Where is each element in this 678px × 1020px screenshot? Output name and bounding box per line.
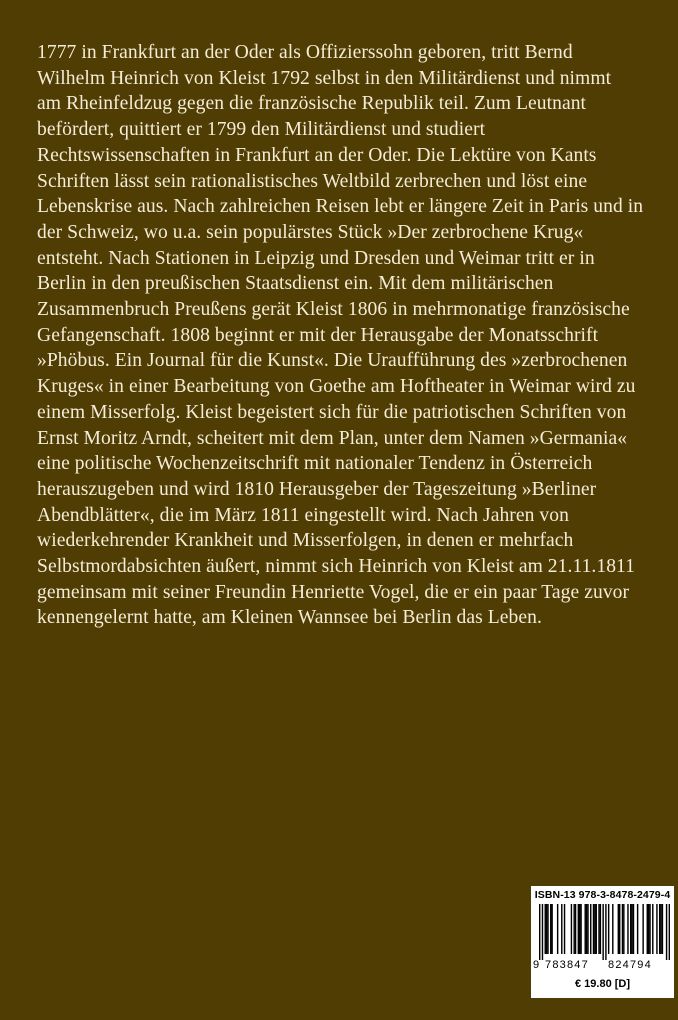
isbn-barcode-panel [531, 886, 674, 998]
barcode-bar [637, 904, 638, 954]
barcode-bar [631, 904, 632, 954]
barcode-bar [648, 904, 649, 954]
barcode-bar [585, 904, 586, 954]
barcode-bar [630, 904, 631, 954]
barcode-bar [618, 904, 619, 954]
price-label: € 19.80 [D] [574, 978, 631, 990]
barcode-bar [590, 904, 591, 954]
barcode-bar [546, 904, 547, 954]
barcode-digits-left: 783847 [545, 959, 589, 971]
barcode-bar [542, 904, 543, 960]
barcode-bar [666, 904, 667, 960]
barcode-bar [573, 904, 574, 954]
barcode-bar [557, 904, 558, 954]
barcode-bar [593, 904, 594, 954]
barcode-bars [539, 904, 670, 960]
barcode-bar [596, 904, 597, 954]
barcode-bar [587, 904, 588, 954]
barcode-bar [545, 904, 546, 954]
barcode-bar [649, 904, 650, 954]
barcode-bar [619, 904, 620, 954]
barcode-bar [586, 904, 587, 954]
barcode-bar [652, 904, 653, 954]
barcode-digit-first: 9 [533, 959, 541, 971]
barcode-bar [656, 904, 657, 954]
barcode-bar [602, 904, 603, 960]
isbn-label: ISBN-13 978-3-8478-2479-4 [534, 889, 671, 901]
barcode-bar [660, 904, 661, 954]
barcode-bar [598, 904, 599, 954]
barcode-bar [550, 904, 551, 954]
barcode-bar [627, 904, 628, 954]
barcode-bar [608, 904, 609, 954]
barcode-bar [580, 904, 581, 954]
barcode-bar [647, 904, 648, 954]
barcode-bar [605, 904, 606, 960]
barcode-bar [612, 904, 613, 954]
barcode-bar [578, 904, 579, 954]
barcode-bar [659, 904, 660, 954]
barcode-digits-right: 824794 [608, 959, 652, 971]
barcode-bar [633, 904, 634, 954]
barcode-bar [575, 904, 576, 954]
barcode-bar [551, 904, 552, 954]
barcode-bar [579, 904, 580, 954]
barcode-bar [622, 904, 623, 954]
back-cover-blurb: 1777 in Frankfurt an der Oder als Offizierssohn geboren, tritt Bernd Wilhelm Heinrich von Kleist 1792 selbst in den Militärdienst und nimmt am Rheinfeldzug gegen die französische Republik teil. Zum Leutnant befördert, quittiert er 1799 den Militärdienst und studiert Rechtswissenschaften in Frankfurt an der Oder. Die Lektüre von Kants Schriften lässt sein rationalistisches Weltbild zerbrechen und löst eine Lebenskrise aus. Nach zahlreichen Reisen lebt er längere Zeit in Paris und in der Schweiz, wo u.a. sein populärstes Stück »Der zerbrochene Krug« entsteht. Nach Stationen in Leipzig und Dresden und Weimar tritt er in Berlin in den preußischen Staatsdienst ein. Mit dem militärischen Zusammenbruch Preußens gerät Kleist 1806 in mehrmonatige französische Gefangenschaft. 1808 beginnt er mit der Herausgabe der Monatsschrift »Phöbus. Ein Journal für die Kunst«. Die Uraufführung des »zerbrochenen Kruges« in einer Bearbeitung von Goethe am Hoftheater in Weimar wird zu einem Misserfolg. Kleist begeistert sich für die patriotischen Schriften von Ernst Moritz Arndt, scheitert mit dem Plan, unter dem Namen »Germania« eine politische Wochenzeitschrift mit nationaler Tendenz in Österreich herauszugeben und wird 1810 Herausgeber der Tageszeitung »Berliner Abendblätter«, die im März 1811 eingestellt wird. Nach Jahren von wiederkehrender Krankheit und Misserfolgen, in denen er mehrfach Selbstmordabsichten äußert, nimmt sich Heinrich von Kleist am 21.11.1811 gemeinsam mit seiner Freundin Henriette Vogel, die er ein paar Tage zuvor kennengelernt hatte, am Kleinen Wannsee bei Berlin das Leben. [37, 42, 644, 629]
barcode-bar [539, 904, 540, 960]
barcode-bar [594, 904, 595, 954]
barcode-bar [564, 904, 565, 954]
barcode-bar [669, 904, 670, 960]
barcode-bar [600, 904, 601, 954]
barcode-bar [547, 904, 548, 954]
barcode-bar [623, 904, 624, 954]
barcode-bar [571, 904, 572, 954]
barcode-bar [662, 904, 663, 954]
barcode-bar [561, 904, 562, 954]
barcode-bar [642, 904, 643, 954]
